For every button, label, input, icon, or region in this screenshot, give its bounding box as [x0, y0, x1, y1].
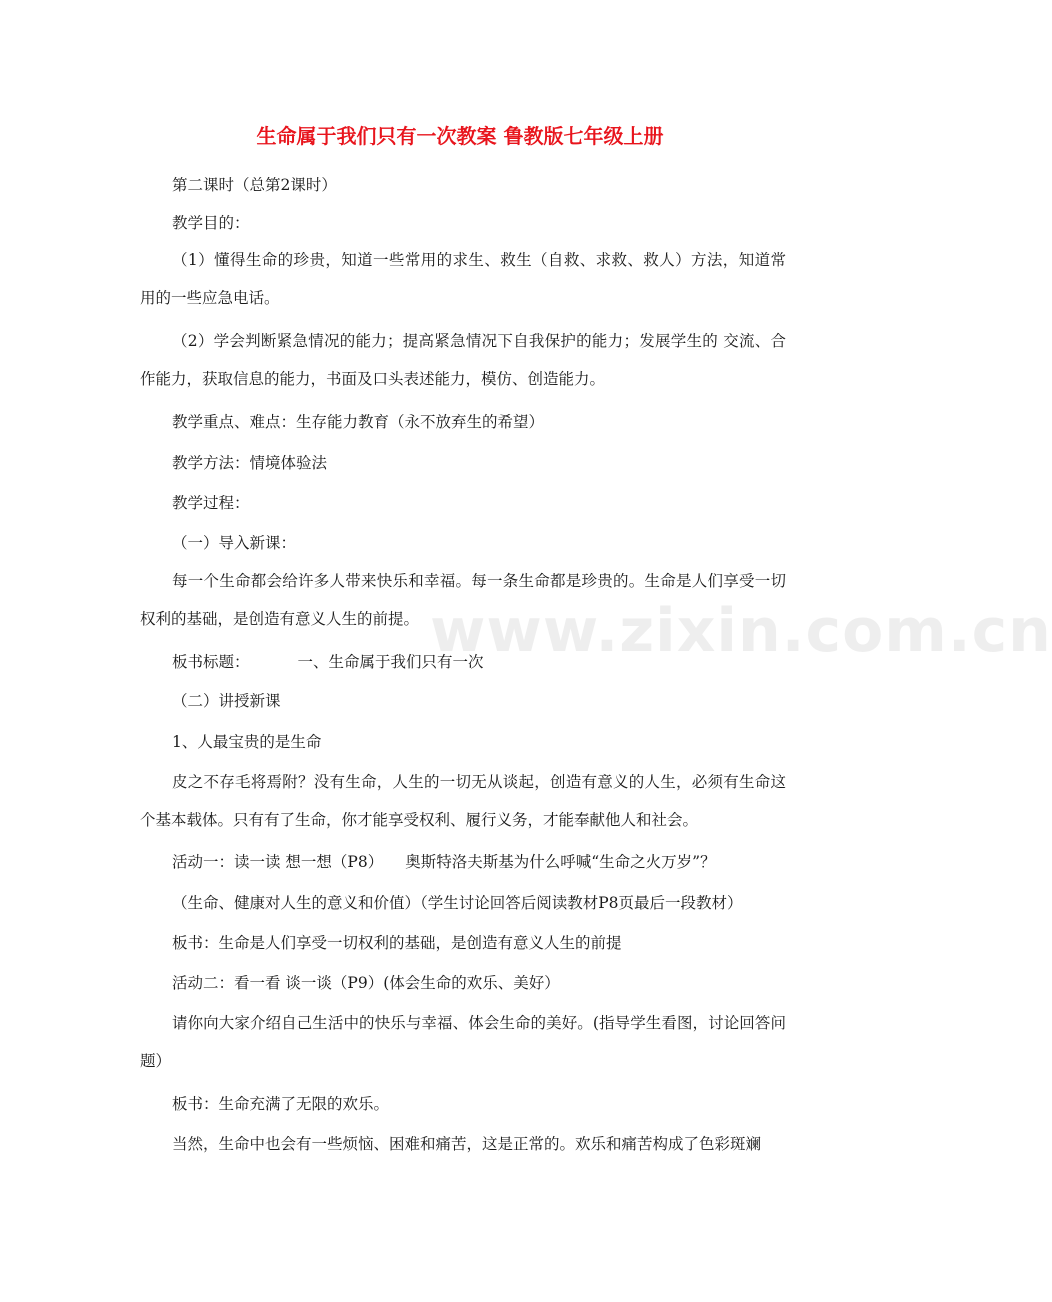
board-title-line [140, 643, 786, 681]
activity-1-label: 活动一：读一读 想一想（P8） [172, 853, 384, 871]
lesson-line: 第二课时（总第2课时） [172, 176, 337, 194]
process-heading: 教学过程： [172, 494, 250, 512]
goal-heading: 教学目的： [172, 214, 250, 232]
last-paragraph: 当然，生命中也会有一些烦恼、困难和痛苦，这是正常的。欢乐和痛苦构成了色彩斑斓 [172, 1135, 762, 1153]
activity-1-note: （生命、健康对人生的意义和价值）（学生讨论回答后阅读教材P8页最后一段教材） [172, 894, 743, 912]
point-1: 1、人最宝贵的是生命 [172, 733, 322, 751]
intro-paragraph: 每一个生命都会给许多人带来快乐和幸福。每一条生命都是珍贵的。生命是人们享受一切权利的基础，是创造有意义人生的前提。 [140, 572, 786, 628]
activity-2-text: 请你向大家介绍自己生活中的快乐与幸福、体会生命的美好。(指导学生看图，讨论回答问题） [140, 1014, 786, 1070]
watermark: www.zixin.com.cn [430, 596, 1052, 666]
new-lesson-heading: （二）讲授新课 [172, 692, 281, 710]
board-2: 板书：生命充满了无限的欢乐。 [172, 1095, 390, 1113]
intro-heading: （一）导入新课： [172, 534, 297, 552]
activity-1-question: 奥斯特洛夫斯基为什么呼喊“生命之火万岁”？ [405, 853, 716, 871]
document-title: 生命属于我们只有一次教案 鲁教版七年级上册 [256, 124, 664, 148]
board-title-label: 板书标题： [172, 653, 250, 671]
activity-1 [140, 843, 786, 881]
key-points: 教学重点、难点：生存能力教育（永不放弃生的希望） [172, 413, 545, 431]
board-1: 板书：生命是人们享受一切权利的基础，是创造有意义人生的前提 [172, 934, 622, 952]
board-title-text: 一、生命属于我们只有一次 [297, 653, 484, 671]
point-1-paragraph: 皮之不存毛将焉附？没有生命，人生的一切无从谈起，创造有意义的人生，必须有生命这个基本载体。只有有了生命，你才能享受权利、履行义务，才能奉献他人和社会。 [140, 773, 786, 829]
goal-1: （1）懂得生命的珍贵，知道一些常用的求生、救生（自救、求救、救人）方法，知道常用的一些应急电话。 [140, 251, 786, 307]
activity-2: 活动二：看一看 谈一谈（P9）(体会生命的欢乐、美好） [172, 974, 560, 992]
goal-2: （2）学会判断紧急情况的能力；提高紧急情况下自我保护的能力；发展学生的 交流、合作能力，获取信息的能力，书面及口头表述能力，模仿、创造能力。 [140, 332, 786, 388]
teaching-method: 教学方法：情境体验法 [172, 454, 328, 472]
